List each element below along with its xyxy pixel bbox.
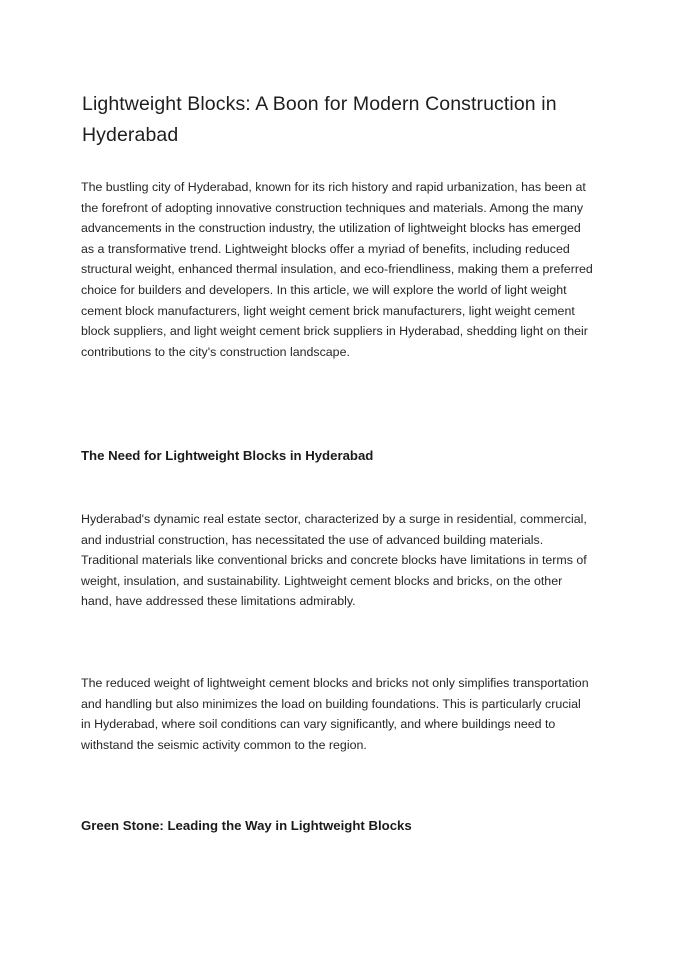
intro-paragraph: The bustling city of Hyderabad, known for its rich history and rapid urbanization, has been at the forefront of adopting innovative construction techniques and materials. Among the many advancements in the construction industry, the utilization of lightweight blocks has emerged as a transformative trend. Lightweight blocks offer a myriad of benefits, including reduced structural weight, enhanced thermal insulation, and eco-friendliness, making them a preferred choice for builders and developers. In this article, we will explore the world of light weight cement block manufacturers, light weight cement brick manufacturers, light weight cement block suppliers, and light weight cement brick suppliers in Hyderabad, shedding light on their contributions to the city's construction landscape.	[81, 180, 593, 359]
section-need-paragraph-1: Hyderabad's dynamic real estate sector, characterized by a surge in residential, commercial, and industrial construction, has necessitated the use of advanced building materials. Traditional materials like conventional bricks and concrete blocks have limitations in terms of weight, insulation, and sustainability. Lightweight cement blocks and bricks, on the other hand, have addressed these limitations admirably.	[81, 512, 587, 609]
section-heading-need: The Need for Lightweight Blocks in Hyderabad	[81, 448, 374, 463]
section-heading-green-stone: Green Stone: Leading the Way in Lightweight Blocks	[81, 818, 412, 833]
section-need-paragraph-2: The reduced weight of lightweight cement blocks and bricks not only simplifies transportation and handling but also minimizes the load on building foundations. This is particularly crucial in Hyderabad, where soil conditions can vary significantly, and where buildings need to withstand the seismic activity common to the region.	[81, 676, 589, 752]
document-title: Lightweight Blocks: A Boon for Modern Construction in Hyderabad	[82, 93, 557, 146]
